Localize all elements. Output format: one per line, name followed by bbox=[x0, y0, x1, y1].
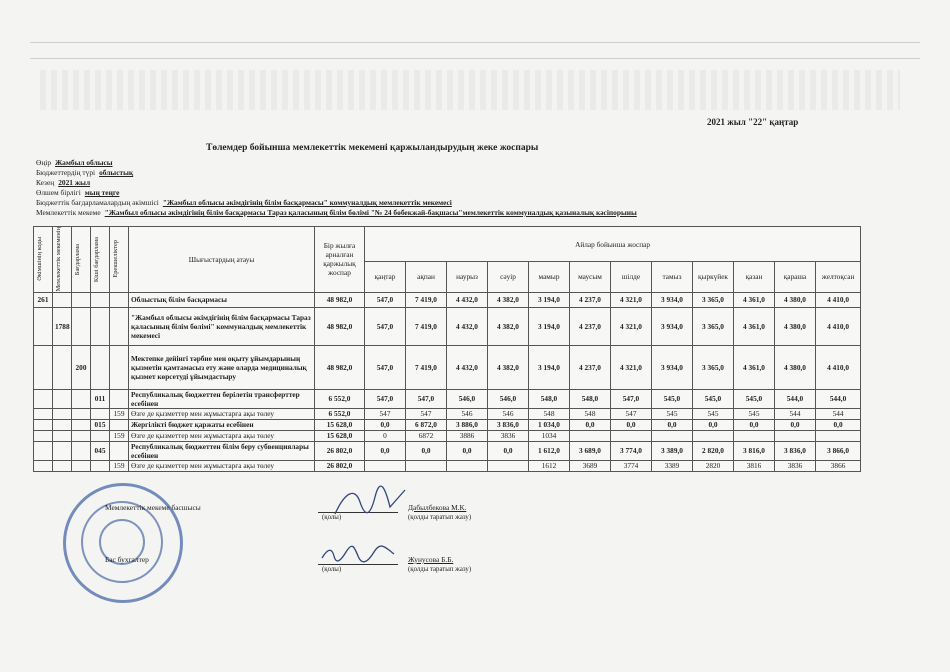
code-cell bbox=[53, 460, 72, 471]
header-admin-code: Әкімшінің коды bbox=[34, 227, 53, 293]
month-value-cell: 0,0 bbox=[570, 419, 611, 430]
month-value-cell: 545 bbox=[652, 408, 693, 419]
code-cell bbox=[110, 419, 129, 430]
header-month: қазан bbox=[734, 262, 775, 292]
month-value-cell: 3 886,0 bbox=[447, 419, 488, 430]
table-row bbox=[34, 419, 861, 430]
code-cell bbox=[34, 460, 53, 471]
month-value-cell: 3389 bbox=[652, 460, 693, 471]
month-value-cell: 547,0 bbox=[365, 307, 406, 345]
month-value-cell: 3816 bbox=[734, 460, 775, 471]
month-value-cell: 547,0 bbox=[365, 389, 406, 408]
code-cell: 261 bbox=[34, 292, 53, 307]
month-value-cell: 548 bbox=[529, 408, 570, 419]
month-value-cell: 544 bbox=[816, 408, 861, 419]
expense-name-cell: Мектепке дейінгі тәрбие мен оқыту ұйымдарының қызметін қамтамасыз ету және оларда медициналық қызмет көрсетуді ұйымдастыру bbox=[129, 345, 315, 389]
month-value-cell: 547,0 bbox=[611, 389, 652, 408]
month-value-cell: 547,0 bbox=[406, 389, 447, 408]
month-value-cell: 3774 bbox=[611, 460, 652, 471]
month-value-cell: 3 934,0 bbox=[652, 307, 693, 345]
month-value-cell: 3836 bbox=[488, 430, 529, 441]
month-value-cell: 0,0 bbox=[693, 419, 734, 430]
month-value-cell: 548,0 bbox=[570, 389, 611, 408]
month-value-cell bbox=[775, 430, 816, 441]
month-value-cell: 546,0 bbox=[447, 389, 488, 408]
code-cell bbox=[72, 307, 91, 345]
header-month: қараша bbox=[775, 262, 816, 292]
month-value-cell: 3 194,0 bbox=[529, 292, 570, 307]
meta-budget-type: Бюджеттердің түрі облыстық bbox=[36, 168, 134, 177]
code-cell bbox=[72, 292, 91, 307]
month-value-cell bbox=[734, 430, 775, 441]
code-cell: 200 bbox=[72, 345, 91, 389]
expense-name-cell: Өзге де қызметтер мен жұмыстарға ақы төлеу bbox=[129, 408, 315, 419]
month-value-cell: 4 380,0 bbox=[775, 307, 816, 345]
code-cell bbox=[34, 419, 53, 430]
month-value-cell: 4 432,0 bbox=[447, 292, 488, 307]
month-value-cell: 3 689,0 bbox=[570, 441, 611, 460]
header-month: шілде bbox=[611, 262, 652, 292]
month-value-cell: 0,0 bbox=[611, 419, 652, 430]
annual-total-cell: 26 802,0 bbox=[315, 441, 365, 460]
month-value-cell: 544,0 bbox=[816, 389, 861, 408]
month-value-cell: 1612 bbox=[529, 460, 570, 471]
month-value-cell: 0,0 bbox=[488, 441, 529, 460]
table-row bbox=[34, 430, 861, 441]
month-value-cell: 545,0 bbox=[693, 389, 734, 408]
header-month: мамыр bbox=[529, 262, 570, 292]
month-value-cell: 3 836,0 bbox=[488, 419, 529, 430]
table-row bbox=[34, 345, 861, 389]
month-value-cell: 3 365,0 bbox=[693, 307, 734, 345]
annual-total-cell: 6 552,0 bbox=[315, 408, 365, 419]
month-value-cell: 547 bbox=[365, 408, 406, 419]
accountant-sign-caption: (қолы) bbox=[322, 566, 342, 573]
month-value-cell: 0,0 bbox=[365, 441, 406, 460]
meta-institution: Мемлекеттік мекеме "Жамбыл облысы әкімдігінің білім басқармасы Тараз қаласының білім бөлімі "№ 24 бөбекжай-бақшасы"мемлекеттік коммуналдық қазыналық кәсіпорыны bbox=[36, 208, 637, 217]
month-value-cell: 4 321,0 bbox=[611, 292, 652, 307]
meta-region: Өңір Жамбыл облысы bbox=[36, 158, 113, 167]
header-month: тамыз bbox=[652, 262, 693, 292]
code-cell bbox=[110, 307, 129, 345]
annual-total-cell: 48 982,0 bbox=[315, 345, 365, 389]
month-value-cell: 7 419,0 bbox=[406, 292, 447, 307]
month-value-cell bbox=[816, 430, 861, 441]
code-cell bbox=[91, 408, 110, 419]
header-months-group: Айлар бойынша жоспар bbox=[365, 227, 861, 262]
code-cell bbox=[53, 419, 72, 430]
header-annual-total: Бір жылға арналған қаржылық жоспар bbox=[315, 227, 365, 293]
month-value-cell: 0,0 bbox=[652, 419, 693, 430]
code-cell bbox=[34, 345, 53, 389]
meta-period: Кезең 2021 жыл bbox=[36, 178, 91, 187]
month-value-cell: 547 bbox=[406, 408, 447, 419]
month-value-cell: 545 bbox=[693, 408, 734, 419]
month-value-cell: 4 361,0 bbox=[734, 345, 775, 389]
head-label: Мемлекеттік мекеме басшысы bbox=[105, 503, 201, 512]
table-row bbox=[34, 408, 861, 419]
month-value-cell: 3 194,0 bbox=[529, 307, 570, 345]
meta-unit: Өлшем бірлігі мың теңге bbox=[36, 188, 120, 197]
month-value-cell: 544 bbox=[775, 408, 816, 419]
month-value-cell: 545,0 bbox=[652, 389, 693, 408]
code-cell bbox=[53, 292, 72, 307]
header-month: қаңтар bbox=[365, 262, 406, 292]
month-value-cell: 6 872,0 bbox=[406, 419, 447, 430]
table-row bbox=[34, 441, 861, 460]
accountant-label: Бас бухгалтер bbox=[105, 555, 149, 564]
month-value-cell: 0,0 bbox=[365, 419, 406, 430]
code-cell bbox=[53, 441, 72, 460]
header-expense-name: Шығыстардың атауы bbox=[129, 227, 315, 293]
code-cell bbox=[34, 389, 53, 408]
month-value-cell: 545 bbox=[734, 408, 775, 419]
month-value-cell: 0 bbox=[365, 430, 406, 441]
month-value-cell: 4 382,0 bbox=[488, 307, 529, 345]
code-cell bbox=[53, 408, 72, 419]
expense-name-cell: Өзге де қызметтер мен жұмыстарға ақы төлеу bbox=[129, 430, 315, 441]
month-value-cell: 4 410,0 bbox=[816, 307, 861, 345]
head-sign-caption: (қолы) bbox=[322, 514, 342, 521]
header-month: наурыз bbox=[447, 262, 488, 292]
month-value-cell: 3886 bbox=[447, 430, 488, 441]
month-value-cell: 547,0 bbox=[365, 292, 406, 307]
document-title: Төлемдер бойынша мемлекеттік мекемені қаржыландырудың жеке жоспары bbox=[206, 143, 539, 153]
month-value-cell: 546,0 bbox=[488, 389, 529, 408]
month-value-cell bbox=[652, 430, 693, 441]
header-institution-code: Мемлекеттік мекеменің bbox=[53, 227, 72, 293]
code-cell bbox=[53, 389, 72, 408]
header-month: қыркүйек bbox=[693, 262, 734, 292]
month-value-cell: 544,0 bbox=[775, 389, 816, 408]
accountant-name-caption: (қолды таратып жазу) bbox=[408, 566, 472, 573]
month-value-cell: 548,0 bbox=[529, 389, 570, 408]
month-value-cell: 3 194,0 bbox=[529, 345, 570, 389]
month-value-cell: 2 820,0 bbox=[693, 441, 734, 460]
month-value-cell: 545,0 bbox=[734, 389, 775, 408]
month-value-cell bbox=[406, 460, 447, 471]
month-value-cell: 0,0 bbox=[816, 419, 861, 430]
month-value-cell: 547 bbox=[611, 408, 652, 419]
annual-total-cell: 15 628,0 bbox=[315, 430, 365, 441]
month-value-cell: 4 382,0 bbox=[488, 345, 529, 389]
month-value-cell: 4 410,0 bbox=[816, 292, 861, 307]
month-value-cell: 548 bbox=[570, 408, 611, 419]
header-month: желтоқсан bbox=[816, 262, 861, 292]
month-value-cell bbox=[365, 460, 406, 471]
code-cell bbox=[110, 441, 129, 460]
scan-line bbox=[30, 58, 920, 59]
scan-line bbox=[30, 42, 920, 43]
code-cell: 159 bbox=[110, 460, 129, 471]
month-value-cell: 4 410,0 bbox=[816, 345, 861, 389]
month-value-cell: 4 380,0 bbox=[775, 345, 816, 389]
code-cell: 1788 bbox=[53, 307, 72, 345]
annual-total-cell: 6 552,0 bbox=[315, 389, 365, 408]
month-value-cell: 0,0 bbox=[775, 419, 816, 430]
header-month: маусым bbox=[570, 262, 611, 292]
financing-plan-table bbox=[33, 226, 861, 472]
code-cell bbox=[91, 460, 110, 471]
month-value-cell: 3 866,0 bbox=[816, 441, 861, 460]
month-value-cell: 4 237,0 bbox=[570, 292, 611, 307]
code-cell: 015 bbox=[91, 419, 110, 430]
table-row bbox=[34, 389, 861, 408]
head-name: Дабылбекова М.К. bbox=[408, 503, 467, 512]
expense-name-cell: Жергілікті бюджет қаржаты есебінен bbox=[129, 419, 315, 430]
month-value-cell: 4 237,0 bbox=[570, 307, 611, 345]
month-value-cell: 547,0 bbox=[365, 345, 406, 389]
month-value-cell: 2820 bbox=[693, 460, 734, 471]
month-value-cell: 4 237,0 bbox=[570, 345, 611, 389]
annual-total-cell: 48 982,0 bbox=[315, 292, 365, 307]
month-value-cell: 3 836,0 bbox=[775, 441, 816, 460]
month-value-cell: 6872 bbox=[406, 430, 447, 441]
month-value-cell: 4 380,0 bbox=[775, 292, 816, 307]
month-value-cell: 4 321,0 bbox=[611, 345, 652, 389]
month-value-cell: 4 361,0 bbox=[734, 307, 775, 345]
code-cell bbox=[110, 389, 129, 408]
month-value-cell: 4 321,0 bbox=[611, 307, 652, 345]
scan-artifact-top bbox=[40, 70, 900, 110]
month-value-cell: 3 774,0 bbox=[611, 441, 652, 460]
head-signature bbox=[330, 482, 410, 522]
month-value-cell bbox=[447, 460, 488, 471]
header-specifics: Ерекшеліктер bbox=[110, 227, 129, 293]
code-cell bbox=[110, 292, 129, 307]
annual-total-cell: 26 802,0 bbox=[315, 460, 365, 471]
month-value-cell: 3 389,0 bbox=[652, 441, 693, 460]
code-cell: 159 bbox=[110, 408, 129, 419]
month-value-cell: 3 365,0 bbox=[693, 345, 734, 389]
month-value-cell: 4 432,0 bbox=[447, 345, 488, 389]
month-value-cell: 3866 bbox=[816, 460, 861, 471]
code-cell bbox=[91, 307, 110, 345]
code-cell bbox=[91, 292, 110, 307]
month-value-cell: 0,0 bbox=[734, 419, 775, 430]
code-cell bbox=[72, 441, 91, 460]
month-value-cell: 4 361,0 bbox=[734, 292, 775, 307]
code-cell bbox=[72, 460, 91, 471]
code-cell bbox=[91, 430, 110, 441]
month-value-cell: 3 365,0 bbox=[693, 292, 734, 307]
code-cell bbox=[72, 389, 91, 408]
month-value-cell: 4 432,0 bbox=[447, 307, 488, 345]
month-value-cell: 546 bbox=[488, 408, 529, 419]
document-date: 2021 жыл "22" қаңтар bbox=[707, 117, 799, 127]
code-cell: 011 bbox=[91, 389, 110, 408]
table-row bbox=[34, 307, 861, 345]
expense-name-cell: Өзге де қызметтер мен жұмыстарға ақы төлеу bbox=[129, 460, 315, 471]
table-row bbox=[34, 292, 861, 307]
month-value-cell: 7 419,0 bbox=[406, 307, 447, 345]
month-value-cell: 3 934,0 bbox=[652, 345, 693, 389]
month-value-cell bbox=[693, 430, 734, 441]
code-cell bbox=[72, 419, 91, 430]
code-cell: 045 bbox=[91, 441, 110, 460]
code-cell bbox=[53, 430, 72, 441]
code-cell: 159 bbox=[110, 430, 129, 441]
code-cell bbox=[53, 345, 72, 389]
month-value-cell: 7 419,0 bbox=[406, 345, 447, 389]
table-row bbox=[34, 460, 861, 471]
code-cell bbox=[110, 345, 129, 389]
expense-name-cell: "Жамбыл облысы әкімдігінің білім басқармасы Тараз қаласының білім бөлімі" коммуналдық мемлекеттік мекемесі bbox=[129, 307, 315, 345]
code-cell bbox=[34, 430, 53, 441]
expense-name-cell: Республикалық бюджеттен білім беру субвенциялары есебінен bbox=[129, 441, 315, 460]
month-value-cell bbox=[611, 430, 652, 441]
accountant-name: Жунусова Б.Б. bbox=[408, 555, 454, 564]
head-name-caption: (қолды таратып жазу) bbox=[408, 514, 472, 521]
expense-name-cell: Республикалық бюджеттен берілетін трансферттер есебінен bbox=[129, 389, 315, 408]
month-value-cell: 3 816,0 bbox=[734, 441, 775, 460]
month-value-cell: 4 382,0 bbox=[488, 292, 529, 307]
code-cell bbox=[34, 307, 53, 345]
header-month: ақпан bbox=[406, 262, 447, 292]
annual-total-cell: 48 982,0 bbox=[315, 307, 365, 345]
month-value-cell: 3 934,0 bbox=[652, 292, 693, 307]
month-value-cell bbox=[570, 430, 611, 441]
meta-administrator: Бюджеттік бағдарламалардың әкімшісі "Жамбыл облысы әкімдігінің білім басқармасы" коммуналдық мемлекеттік мекемесі bbox=[36, 198, 452, 207]
month-value-cell: 0,0 bbox=[447, 441, 488, 460]
header-program: Бағдарлама bbox=[72, 227, 91, 293]
code-cell bbox=[34, 441, 53, 460]
month-value-cell: 1034 bbox=[529, 430, 570, 441]
month-value-cell: 3689 bbox=[570, 460, 611, 471]
code-cell bbox=[72, 408, 91, 419]
header-subprogram: Кіші бағдарлама bbox=[91, 227, 110, 293]
expense-name-cell: Облыстық білім басқармасы bbox=[129, 292, 315, 307]
month-value-cell: 0,0 bbox=[406, 441, 447, 460]
month-value-cell bbox=[488, 460, 529, 471]
month-value-cell: 546 bbox=[447, 408, 488, 419]
code-cell bbox=[34, 408, 53, 419]
header-month: сәуір bbox=[488, 262, 529, 292]
month-value-cell: 1 612,0 bbox=[529, 441, 570, 460]
code-cell bbox=[91, 345, 110, 389]
annual-total-cell: 15 628,0 bbox=[315, 419, 365, 430]
month-value-cell: 3836 bbox=[775, 460, 816, 471]
code-cell bbox=[72, 430, 91, 441]
month-value-cell: 1 034,0 bbox=[529, 419, 570, 430]
